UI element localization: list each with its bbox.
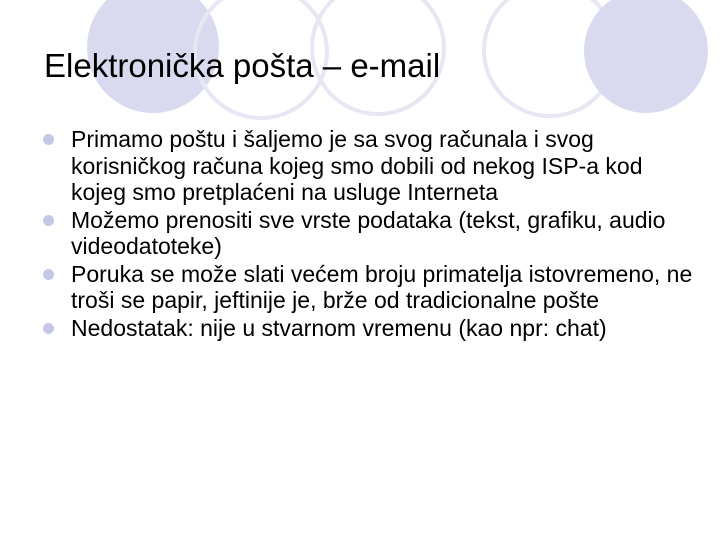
bullet-dot-icon (43, 134, 54, 145)
bullet-dot-icon (43, 215, 54, 226)
bullet-item (40, 207, 700, 260)
slide-title: Elektronička pošta – e-mail (44, 47, 441, 84)
bullet-text: Možemo prenositi sve vrste podataka (tekst, grafiku, audio videodatoteke) (71, 206, 666, 259)
bullet-text: Primamo poštu i šaljemo je sa svog računala i svog korisničkog računa kojeg smo dobili od nekog ISP-a kod kojeg smo pretplaćeni na usluge Interneta (71, 126, 643, 205)
bullet-text: Nedostatak: nije u stvarnom vremenu (kao npr: chat) (71, 314, 607, 341)
bullet-list (40, 126, 700, 341)
bullet-text: Poruka se može slati većem broju primatelja istovremeno, ne troši se papir, jeftinije je, brže od tradicionalne pošte (71, 260, 693, 313)
bullet-dot-icon (43, 269, 54, 280)
bullet-item (40, 126, 700, 206)
decor-circle-filled (584, 0, 708, 113)
bullet-item (40, 315, 700, 342)
bullet-dot-icon (43, 323, 54, 334)
bullet-item (40, 261, 700, 314)
